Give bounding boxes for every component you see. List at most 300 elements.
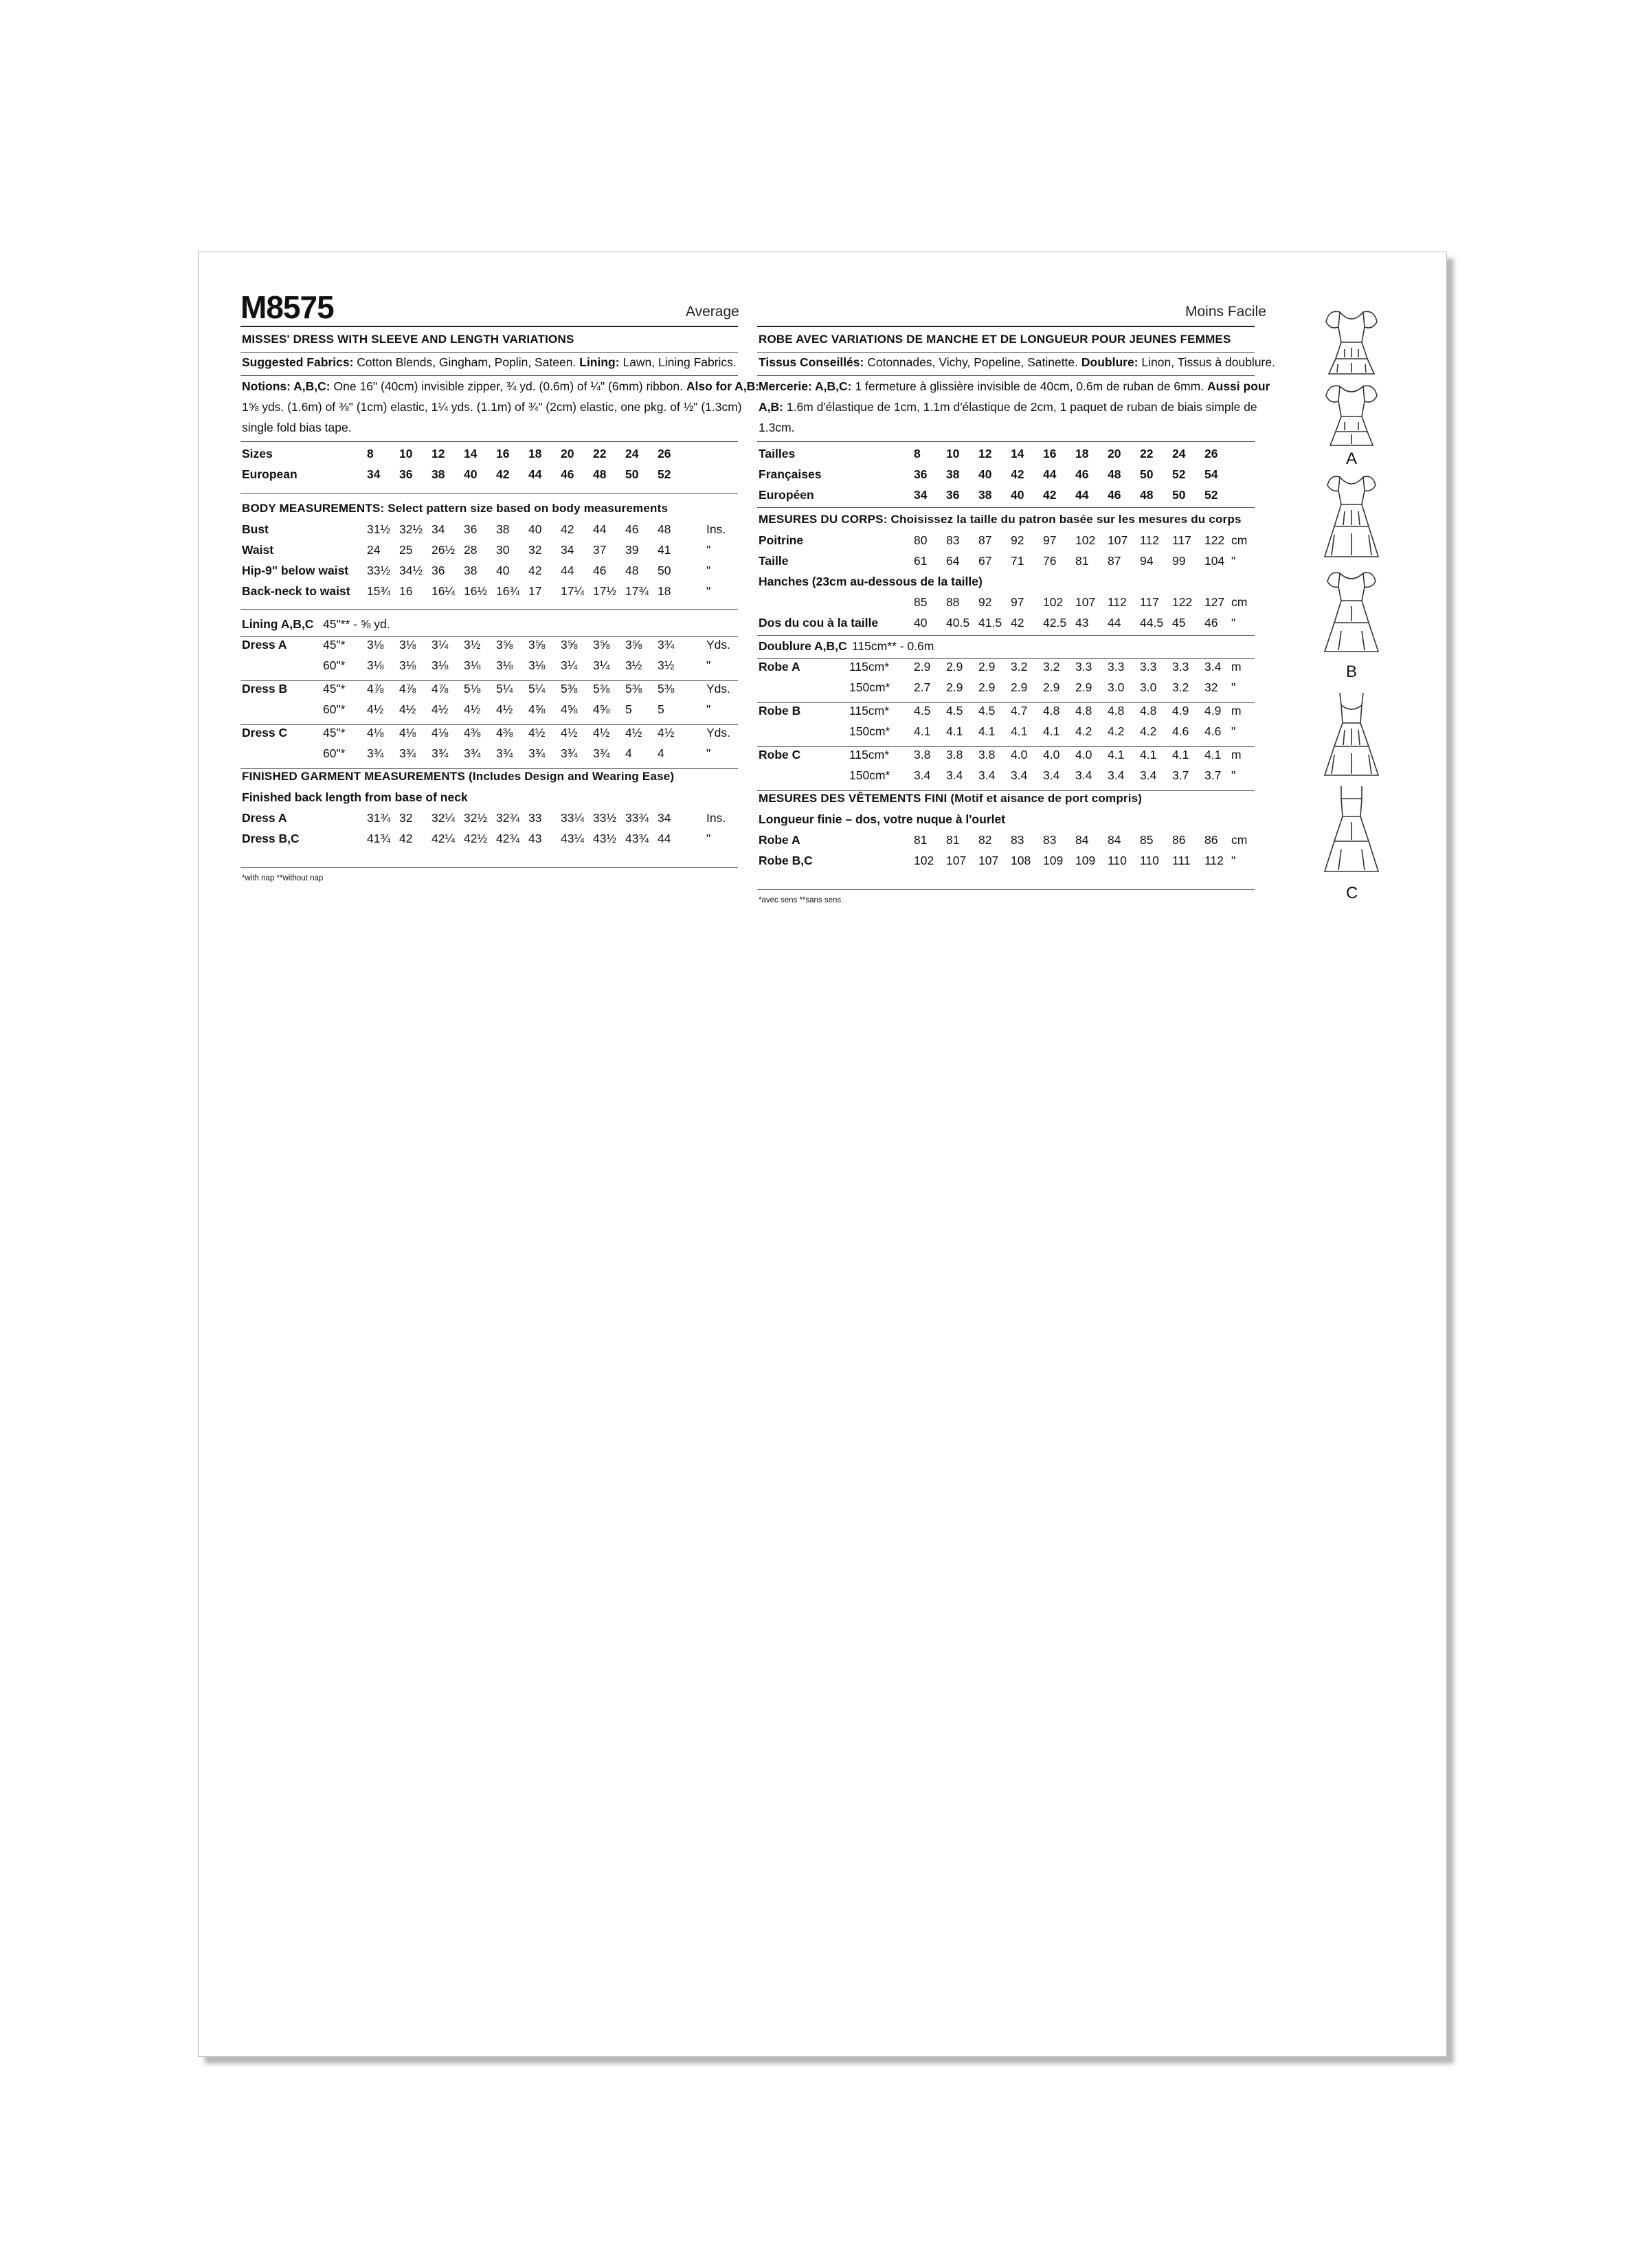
- fr-robe-label: Robe C: [759, 748, 801, 761]
- fr-robe-value: 4.0: [1011, 748, 1028, 761]
- en-dress-row-value: 4⅞: [431, 682, 449, 696]
- fr-dos-unit: ": [1231, 616, 1236, 630]
- en-body-row-unit: ": [706, 564, 711, 577]
- en-finished-row-value: 33: [528, 811, 542, 825]
- en-dress-row-unit: Yds.: [706, 726, 731, 740]
- en-dress-row-value: 5⅜: [561, 682, 578, 696]
- en-body-row-value: 42: [561, 522, 574, 536]
- en-dress-row-unit: ": [706, 746, 711, 760]
- fr-rule-foot: [757, 889, 1255, 890]
- fr-hanches-value: 102: [1043, 595, 1064, 609]
- en-dress-row-value: 4⅝: [561, 702, 578, 716]
- fr-robe-value: 2.9: [946, 660, 963, 674]
- en-dress-row-label: Dress C: [242, 726, 288, 740]
- fr-taille-value: 104: [1204, 554, 1225, 568]
- en-finished-row-value: 43¼: [561, 832, 585, 845]
- fr-robe-value: 3.4: [914, 768, 931, 782]
- fr-francaises-label: Françaises: [759, 467, 822, 481]
- fr-robe-unit: m: [1231, 748, 1242, 761]
- lining-label: Lining:: [579, 355, 620, 369]
- fr-dos-value: 40: [914, 616, 928, 630]
- fr-robe-value: 4.2: [1140, 724, 1157, 738]
- lining-text: Lawn, Lining Fabrics.: [622, 355, 737, 369]
- en-dress-row-value: 5: [658, 702, 664, 716]
- en-body-row-value: 34½: [399, 564, 423, 577]
- fr-dos-value: 41.5: [978, 616, 1002, 630]
- fr-robe-value: 3.3: [1075, 660, 1092, 674]
- en-body-row-value: 46: [593, 564, 607, 577]
- en-dress-row-value: 3¾: [399, 746, 416, 760]
- en-finished-heading: FINISHED GARMENT MEASUREMENTS (Includes Design and Wearing Ease): [242, 770, 675, 783]
- en-dress-row-value: 4½: [496, 702, 513, 716]
- fabrics-label: Suggested Fabrics:: [242, 355, 354, 369]
- fr-robe-value: 2.9: [946, 680, 963, 694]
- en-european-label: European: [242, 467, 298, 481]
- en-finished-row-value: 34: [658, 811, 671, 825]
- en-body-row-value: 42: [528, 564, 542, 577]
- fr-poitrine-value: 97: [1043, 533, 1057, 547]
- rule-top-fr: [757, 326, 1255, 327]
- en-finished-row-value: 42¾: [496, 832, 520, 845]
- fr-robe-value: 4.5: [978, 704, 996, 718]
- en-dress-row-value: 3⅝: [593, 638, 610, 652]
- fr-robe-value: 4.2: [1075, 724, 1092, 738]
- en-dress-row-value: 3¾: [464, 746, 481, 760]
- en-dress-row-width: 60"*: [323, 702, 346, 716]
- fr-europeen-label: Européen: [759, 488, 814, 502]
- fr-robe-value: 4.0: [1075, 748, 1092, 761]
- en-body-row-value: 48: [658, 522, 671, 536]
- dress-b-front-illustration: [1314, 467, 1389, 660]
- en-dress-row-value: 4⅜: [464, 726, 481, 740]
- fr-finished-row-value: 112: [1204, 854, 1224, 867]
- en-finished-row-value: 33¾: [625, 811, 649, 825]
- fr-robe-width: 115cm*: [849, 748, 890, 761]
- fr-finished-row-value: 107: [978, 854, 999, 867]
- fr-sizes-value: 16: [1043, 447, 1057, 460]
- en-dress-row-value: 3⅝: [561, 638, 578, 652]
- en-dress-row-value: 3⅝: [528, 638, 546, 652]
- rule-fr-1: [757, 352, 1255, 353]
- fr-francaises-value: 40: [978, 467, 992, 481]
- en-dress-row-value: 3¾: [496, 746, 513, 760]
- fr-sizes-value: 18: [1075, 447, 1089, 460]
- en-dress-row-value: 4⅜: [496, 726, 513, 740]
- fabrics-text: Cotton Blends, Gingham, Poplin, Sateen.: [357, 355, 576, 369]
- fabrics-line-fr: Tissus Conseillés: Cotonnades, Vichy, Popeline, Satinette. Doublure: Linon, Tissus à doublure.: [759, 355, 1275, 369]
- en-body-row-value: 41: [658, 543, 671, 557]
- en-sizes-label: Sizes: [242, 447, 273, 460]
- fr-dos-label: Dos du cou à la taille: [759, 616, 879, 630]
- en-sizes-value: 20: [561, 447, 574, 460]
- en-sizes-value: 18: [528, 447, 542, 460]
- en-body-row-value: 15¾: [367, 584, 391, 598]
- en-rule-foot: [240, 867, 738, 868]
- fr-robe-value: 3.8: [914, 748, 931, 761]
- fr-robe-value: 4.2: [1108, 724, 1125, 738]
- rule-fr-3: [757, 441, 1255, 442]
- fr-robe-value: 3.2: [1043, 660, 1060, 674]
- fr-sizes-value: 14: [1011, 447, 1024, 460]
- en-body-row-value: 32: [528, 543, 542, 557]
- fr-dos-value: 45: [1172, 616, 1186, 630]
- fr-robe-value: 3.3: [1172, 660, 1189, 674]
- en-body-row-value: 16¼: [431, 584, 456, 598]
- en-body-row-unit: Ins.: [706, 522, 726, 536]
- en-dress-row-unit: ": [706, 702, 711, 716]
- fr-francaises-value: 54: [1204, 467, 1218, 481]
- fr-dos-value: 42: [1011, 616, 1024, 630]
- fr-europeen-value: 52: [1204, 488, 1218, 502]
- fr-rule-body: [757, 635, 1255, 636]
- en-body-row-value: 38: [496, 522, 510, 536]
- en-european-value: 34: [367, 467, 381, 481]
- fr-body-heading: MESURES DU CORPS: Choisissez la taille du patron basée sur les mesures du corps: [759, 513, 1242, 526]
- fr-robe-value: 3.3: [1140, 660, 1157, 674]
- fr-rule-finished: [757, 790, 1255, 791]
- fr-robe-value: 4.8: [1075, 704, 1092, 718]
- en-dress-row-unit: Yds.: [706, 682, 731, 696]
- en-dress-row-value: 5⅜: [593, 682, 610, 696]
- fr-rule-robe: [757, 702, 1255, 703]
- fr-robe-width: 115cm*: [849, 660, 890, 674]
- fr-robe-value: 2.9: [1011, 680, 1028, 694]
- en-dress-row-value: 4⅛: [431, 726, 449, 740]
- en-body-row-value: 36: [464, 522, 478, 536]
- en-finished-row-value: 44: [658, 832, 671, 845]
- difficulty-english: Average: [686, 304, 739, 320]
- fr-rule-robe: [757, 746, 1255, 747]
- en-dress-row-width: 45"*: [323, 682, 346, 696]
- en-body-row-value: 48: [625, 564, 639, 577]
- view-label-c: C: [1346, 884, 1358, 902]
- en-body-row-label: Waist: [242, 543, 274, 557]
- en-rule-dress: [240, 680, 738, 681]
- fr-robe-width: 150cm*: [849, 768, 890, 782]
- en-dress-row-value: 3⅝: [496, 638, 513, 652]
- fr-dos-value: 43: [1075, 616, 1089, 630]
- en-dress-row-value: 4½: [561, 726, 578, 740]
- fr-lining-label: Doublure A,B,C: [759, 639, 847, 653]
- en-finished-row-value: 43¾: [625, 832, 649, 845]
- en-body-row-value: 17¼: [561, 584, 585, 598]
- en-dress-row-value: 3¾: [561, 746, 578, 760]
- fr-rule-sizes: [757, 507, 1255, 508]
- fr-taille-unit: ": [1231, 554, 1236, 568]
- fr-poitrine-value: 122: [1204, 533, 1225, 547]
- fr-finished-row-value: 81: [914, 833, 928, 847]
- fr-dos-value: 42.5: [1043, 616, 1067, 630]
- en-body-row-value: 18: [658, 584, 671, 598]
- dress-a-front-illustration: [1314, 302, 1389, 447]
- en-sizes-value: 14: [464, 447, 478, 460]
- notions-line2-en: 1⅝ yds. (1.6m) of ⅜" (1cm) elastic, 1¼ yds. (1.1m) of ¾" (2cm) elastic, one pkg. of ½" (1.3cm): [242, 400, 742, 414]
- fr-europeen-value: 50: [1172, 488, 1186, 502]
- fr-sizes-label: Tailles: [759, 447, 796, 460]
- fr-robe-value: 4.1: [978, 724, 996, 738]
- en-body-row-value: 25: [399, 543, 413, 557]
- fr-robe-value: 3.4: [1140, 768, 1157, 782]
- en-footnote: *with nap **without nap: [242, 874, 324, 882]
- en-dress-row-unit: Yds.: [706, 638, 731, 652]
- fr-poitrine-value: 92: [1011, 533, 1024, 547]
- en-dress-row-width: 45"*: [323, 726, 346, 740]
- en-body-row-label: Bust: [242, 522, 269, 536]
- fr-robe-value: 4.1: [1204, 748, 1222, 761]
- en-dress-row-value: 3¼: [431, 638, 449, 652]
- en-european-value: 42: [496, 467, 510, 481]
- en-dress-row-value: 3¾: [367, 746, 384, 760]
- fr-robe-value: 32: [1204, 680, 1218, 694]
- en-dress-row-value: 5¼: [496, 682, 513, 696]
- fr-dos-value: 44: [1108, 616, 1121, 630]
- fr-sizes-value: 22: [1140, 447, 1154, 460]
- fr-hanches-value: 127: [1204, 595, 1225, 609]
- en-body-row-value: 16: [399, 584, 413, 598]
- title-english: MISSES' DRESS WITH SLEEVE AND LENGTH VARIATIONS: [242, 333, 574, 346]
- fr-sizes-value: 24: [1172, 447, 1186, 460]
- fr-taille-value: 61: [914, 554, 928, 568]
- en-finished-row-value: 32½: [464, 811, 488, 825]
- fr-finished-row-value: 107: [946, 854, 967, 867]
- en-dress-row-value: 3½: [464, 638, 481, 652]
- fr-robe-value: 3.4: [978, 768, 996, 782]
- fr-robe-value: 3.4: [1204, 660, 1222, 674]
- en-body-row-value: 17½: [593, 584, 617, 598]
- fr-francaises-value: 44: [1043, 467, 1057, 481]
- en-body-row-value: 31½: [367, 522, 391, 536]
- fr-hanches-value: 85: [914, 595, 928, 609]
- fr-taille-value: 76: [1043, 554, 1057, 568]
- fr-rule-robe: [757, 658, 1255, 659]
- en-sizes-value: 22: [593, 447, 607, 460]
- en-dress-row-width: 60"*: [323, 658, 346, 672]
- en-body-row-value: 17: [528, 584, 542, 598]
- fr-poitrine-value: 107: [1108, 533, 1128, 547]
- en-dress-row-value: 3⅝: [625, 638, 642, 652]
- fr-poitrine-value: 87: [978, 533, 992, 547]
- fr-hanches-value: 107: [1075, 595, 1096, 609]
- fr-finished-row-value: 84: [1075, 833, 1089, 847]
- fr-robe-value: 4.1: [946, 724, 963, 738]
- fr-europeen-value: 34: [914, 488, 928, 502]
- fr-finished-row-unit: ": [1231, 854, 1236, 867]
- fr-robe-unit: ": [1231, 724, 1236, 738]
- rule-en-2: [240, 375, 738, 376]
- fr-robe-value: 4.8: [1108, 704, 1125, 718]
- en-dress-row-value: 4: [658, 746, 664, 760]
- fr-finished-sub: Longueur finie – dos, votre nuque à l'ourlet: [759, 812, 1006, 826]
- rule-en-1: [240, 352, 738, 353]
- difficulty-french: Moins Facile: [1185, 304, 1266, 320]
- fr-robe-unit: ": [1231, 680, 1236, 694]
- fr-robe-value: 3.4: [946, 768, 963, 782]
- pattern-code: M8575: [240, 289, 334, 325]
- en-dress-row-value: 3¼: [593, 658, 610, 672]
- en-body-row-value: 32½: [399, 522, 423, 536]
- fr-taille-label: Taille: [759, 554, 789, 568]
- fr-europeen-value: 42: [1043, 488, 1057, 502]
- en-body-row-value: 40: [528, 522, 542, 536]
- fr-hanches-value: 97: [1011, 595, 1024, 609]
- fr-sizes-value: 26: [1204, 447, 1218, 460]
- en-dress-row-value: 4½: [658, 726, 675, 740]
- fr-finished-row-value: 102: [914, 854, 934, 867]
- fr-europeen-value: 36: [946, 488, 960, 502]
- en-body-row-label: Hip-9" below waist: [242, 564, 349, 577]
- fr-taille-value: 94: [1140, 554, 1154, 568]
- fr-francaises-value: 46: [1075, 467, 1089, 481]
- fr-finished-row-value: 84: [1108, 833, 1121, 847]
- en-dress-row-value: 4⅝: [528, 702, 546, 716]
- en-body-row-value: 34: [431, 522, 445, 536]
- en-finished-row-value: 33¼: [561, 811, 585, 825]
- rule-en-3: [240, 441, 738, 442]
- en-european-value: 36: [399, 467, 413, 481]
- en-european-value: 40: [464, 467, 478, 481]
- en-finished-row-value: 32¾: [496, 811, 520, 825]
- fr-finished-row-value: 83: [1043, 833, 1057, 847]
- fr-europeen-value: 44: [1075, 488, 1089, 502]
- fr-finished-row-value: 83: [1011, 833, 1024, 847]
- en-body-row-value: 16½: [464, 584, 488, 598]
- en-body-row-value: 39: [625, 543, 639, 557]
- fr-robe-unit: m: [1231, 660, 1242, 674]
- fr-poitrine-value: 117: [1172, 533, 1191, 547]
- en-finished-row-value: 43: [528, 832, 542, 845]
- en-dress-row-value: 3¼: [561, 658, 578, 672]
- en-sizes-value: 8: [367, 447, 374, 460]
- en-sizes-value: 10: [399, 447, 413, 460]
- en-finished-row-value: 32¼: [431, 811, 456, 825]
- fr-poitrine-value: 83: [946, 533, 960, 547]
- fr-robe-value: 4.8: [1140, 704, 1157, 718]
- fr-robe-value: 4.5: [914, 704, 931, 718]
- en-rule-body: [240, 609, 738, 610]
- en-dress-row-value: 4½: [367, 702, 384, 716]
- en-body-row-value: 16¾: [496, 584, 520, 598]
- en-dress-row-value: 5⅜: [658, 682, 675, 696]
- fr-robe-value: 3.7: [1204, 768, 1222, 782]
- fr-francaises-value: 36: [914, 467, 928, 481]
- en-finished-row-value: 32: [399, 811, 413, 825]
- en-dress-row-value: 3¾: [528, 746, 546, 760]
- en-sizes-value: 26: [658, 447, 671, 460]
- en-body-row-value: 17¾: [625, 584, 649, 598]
- fr-sizes-value: 12: [978, 447, 992, 460]
- fr-poitrine-label: Poitrine: [759, 533, 804, 547]
- en-dress-row-value: 4½: [431, 702, 449, 716]
- fr-taille-value: 87: [1108, 554, 1121, 568]
- fr-finished-row-value: 110: [1140, 854, 1159, 867]
- en-european-value: 50: [625, 467, 639, 481]
- fr-robe-value: 3.4: [1043, 768, 1060, 782]
- fr-hanches-label: Hanches (23cm au-dessous de la taille): [759, 575, 983, 588]
- fr-robe-value: 3.8: [946, 748, 963, 761]
- fr-robe-value: 3.2: [1172, 680, 1189, 694]
- en-rule-dress: [240, 636, 738, 637]
- fr-robe-value: 3.0: [1108, 680, 1125, 694]
- en-sizes-value: 12: [431, 447, 445, 460]
- fr-finished-row-value: 82: [978, 833, 992, 847]
- fr-robe-value: 4.7: [1011, 704, 1028, 718]
- fr-robe-value: 2.9: [1043, 680, 1060, 694]
- en-body-row-unit: ": [706, 584, 711, 598]
- fr-lining-text: 115cm** - 0.6m: [852, 639, 934, 653]
- fr-francaises-value: 42: [1011, 467, 1024, 481]
- fr-robe-value: 3.0: [1140, 680, 1157, 694]
- en-finished-row-value: 42: [399, 832, 413, 845]
- fr-finished-row-value: 108: [1011, 854, 1031, 867]
- en-dress-row-value: 4½: [593, 726, 610, 740]
- en-european-value: 38: [431, 467, 445, 481]
- fr-hanches-value: 88: [946, 595, 960, 609]
- fr-taille-value: 99: [1172, 554, 1186, 568]
- en-dress-row-value: 4⅛: [367, 726, 384, 740]
- en-finished-row-label: Dress A: [242, 811, 287, 825]
- en-body-row-value: 33½: [367, 564, 391, 577]
- en-finished-row-label: Dress B,C: [242, 832, 300, 845]
- en-dress-row-value: 4⅞: [399, 682, 416, 696]
- fr-robe-value: 4.1: [1043, 724, 1060, 738]
- en-dress-row-value: 3¾: [593, 746, 610, 760]
- fr-europeen-value: 46: [1108, 488, 1121, 502]
- en-dress-row-unit: ": [706, 658, 711, 672]
- dress-c-front-illustration: [1314, 686, 1389, 892]
- en-dress-row-value: 4⅞: [367, 682, 384, 696]
- fr-robe-value: 3.4: [1108, 768, 1125, 782]
- fr-europeen-value: 48: [1140, 488, 1154, 502]
- fr-robe-width: 150cm*: [849, 724, 890, 738]
- en-dress-row-value: 3½: [658, 658, 675, 672]
- en-body-row-value: 50: [658, 564, 671, 577]
- rule-fr-2: [757, 375, 1255, 376]
- fr-finished-heading: MESURES DES VÊTEMENTS FINI (Motif et aisance de port compris): [759, 792, 1143, 805]
- en-dress-row-value: 3⅛: [464, 658, 481, 672]
- fr-robe-value: 2.9: [914, 660, 931, 674]
- fr-francaises-value: 52: [1172, 467, 1186, 481]
- en-dress-row-value: 5¼: [528, 682, 546, 696]
- fr-footnote: *avec sens **sans sens: [759, 896, 842, 904]
- en-european-value: 44: [528, 467, 542, 481]
- en-dress-row-label: Dress B: [242, 682, 288, 696]
- fr-hanches-value: 112: [1108, 595, 1127, 609]
- fr-robe-value: 4.8: [1043, 704, 1060, 718]
- fr-hanches-unit: cm: [1231, 595, 1248, 609]
- fr-finished-row-value: 86: [1172, 833, 1186, 847]
- fr-finished-row-label: Robe A: [759, 833, 800, 847]
- fr-taille-value: 71: [1011, 554, 1024, 568]
- en-dress-row-value: 4½: [625, 726, 642, 740]
- fr-hanches-value: 122: [1172, 595, 1193, 609]
- fr-finished-row-value: 81: [946, 833, 960, 847]
- fr-finished-row-value: 111: [1172, 854, 1191, 867]
- en-dress-row-value: 3⅛: [399, 658, 416, 672]
- rule-top-en: [240, 326, 738, 327]
- fr-robe-value: 4.1: [1011, 724, 1028, 738]
- en-dress-row-value: 3½: [625, 658, 642, 672]
- en-finished-sub: Finished back length from base of neck: [242, 790, 468, 804]
- en-dress-row-width: 60"*: [323, 746, 346, 760]
- en-dress-row-value: 4⅝: [593, 702, 610, 716]
- en-body-row-value: 36: [431, 564, 445, 577]
- fr-robe-value: 4.6: [1204, 724, 1222, 738]
- fr-finished-row-value: 110: [1108, 854, 1127, 867]
- en-dress-row-value: 3⅛: [367, 658, 384, 672]
- en-body-row-value: 24: [367, 543, 381, 557]
- notions-line3-fr: 1.3cm.: [759, 421, 795, 434]
- fr-robe-value: 4.6: [1172, 724, 1189, 738]
